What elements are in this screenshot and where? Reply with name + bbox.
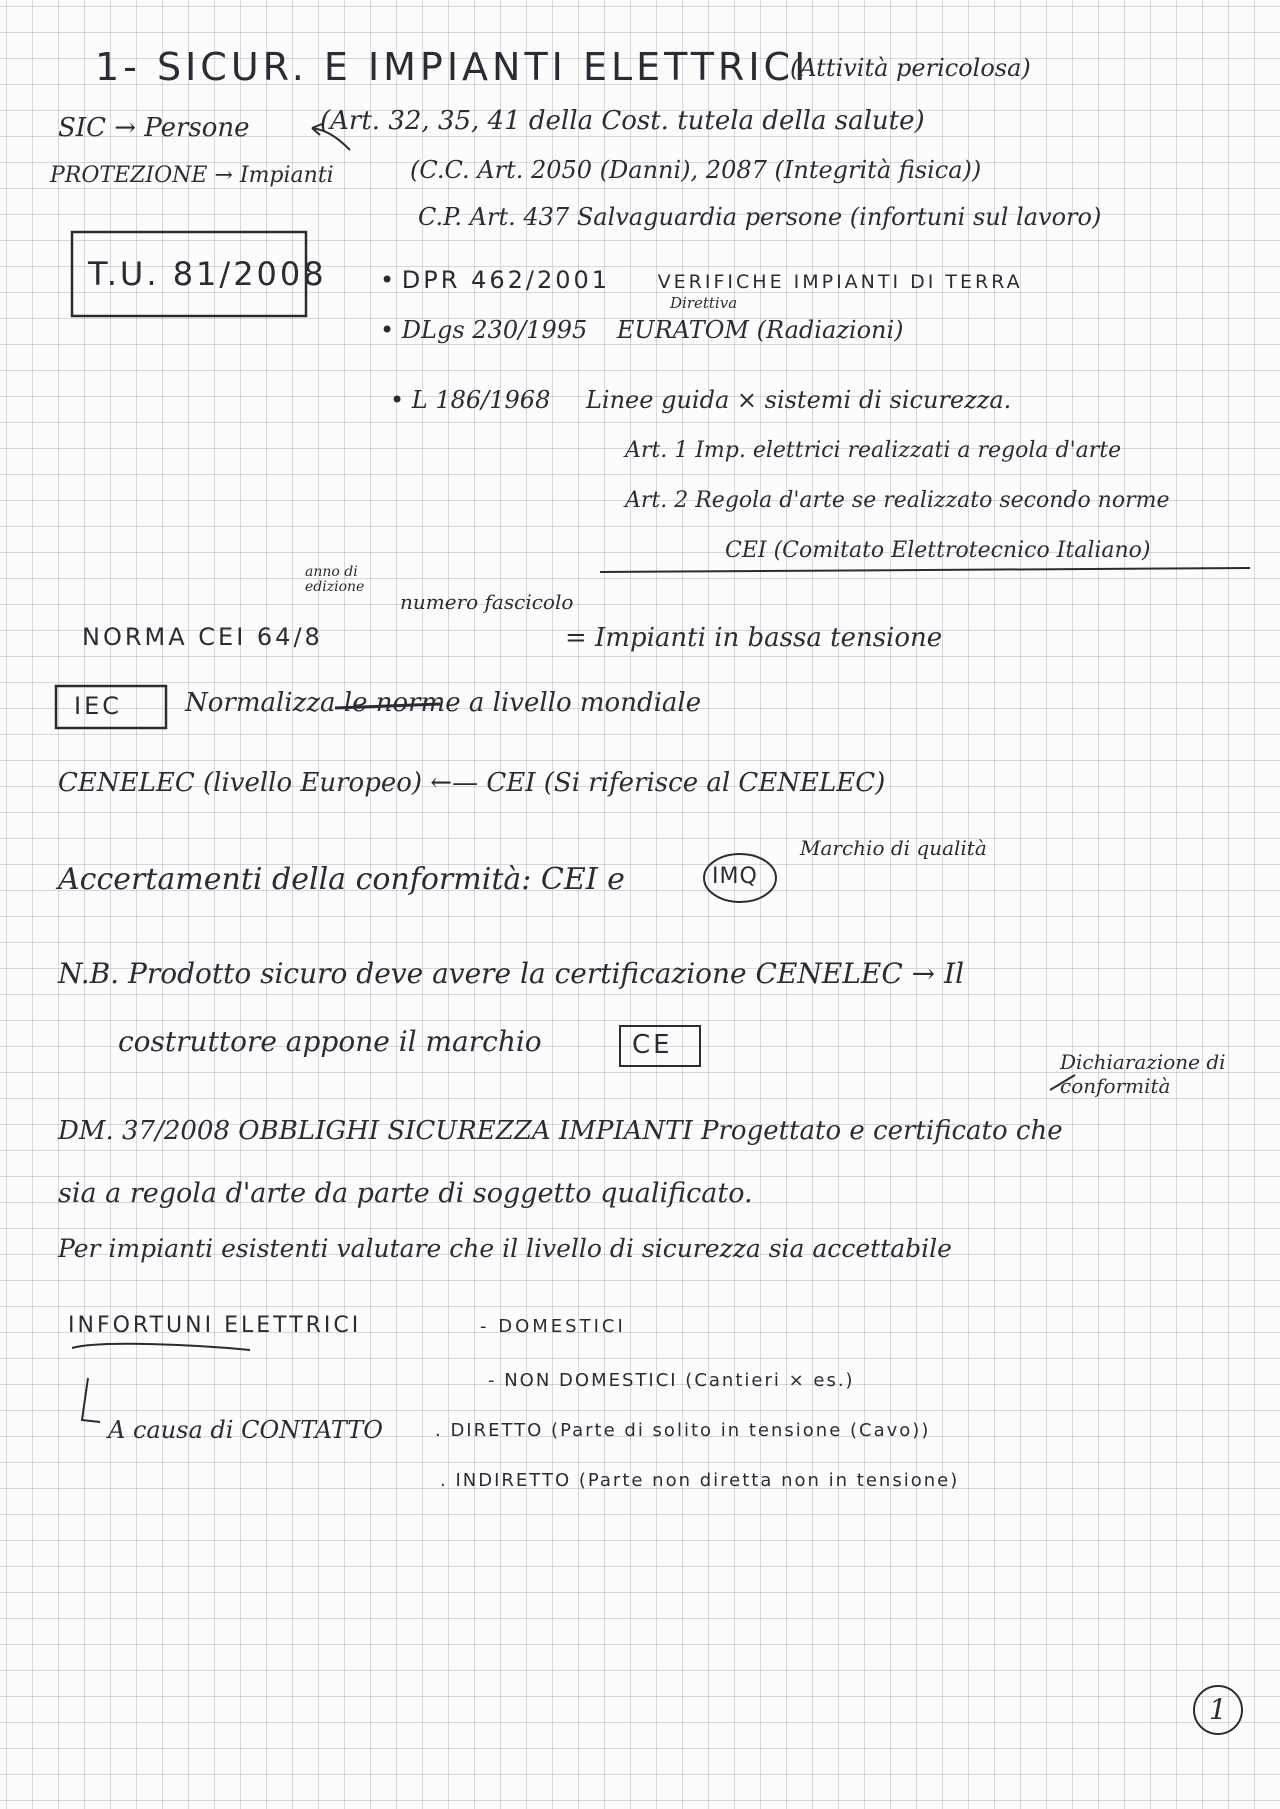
page-number: 1 [1209,1693,1227,1726]
dm-line-1: DM. 37/2008 OBBLIGHI SICUREZZA IMPIANTI Progettato e certificato che [58,1116,1063,1146]
conformita-text: Accertamenti della conformità: CEI e [58,862,625,897]
ce-mark-label: CE [632,1030,673,1060]
cp-reference: C.P. Art. 437 Salvaguardia persone (infortuni sul lavoro) [418,203,1102,231]
infortuni-label: INFORTUNI ELETTRICI [68,1313,362,1338]
dm-line-2: sia a regola d'arte da parte di soggetto qualificato. [58,1178,753,1209]
contatto-diretto: . DIRETTO (Parte di solito in tensione (Cavo)) [435,1420,931,1441]
infortuni-causa: A causa di CONTATTO [108,1416,383,1444]
tu-box-label: T.U. 81/2008 [88,255,327,293]
contatto-indiretto: . INDIRETTO (Parte non diretta non in tensione) [440,1470,960,1491]
article-1: Art. 1 Imp. elettrici realizzati a regola d'arte [625,438,1122,463]
norma-label: NORMA CEI 64/8 [82,623,323,651]
cenelec-line: CENELEC (livello Europeo) ←— CEI (Si riferisce al CENELEC) [58,768,886,798]
norma-note-top: anno di edizione [305,564,365,596]
article-2-continued: CEI (Comitato Elettrotecnico Italiano) [725,538,1151,563]
article-2: Art. 2 Regola d'arte se realizzato secondo norme [625,488,1170,513]
infortuni-non-domestici: - NON DOMESTICI (Cantieri × es.) [488,1370,855,1391]
iec-box-label: IEC [74,692,122,720]
imq-note: Marchio di qualità [800,836,987,860]
nb-line-1: N.B. Prodotto sicuro deve avere la certificazione CENELEC → Il [58,957,965,990]
nb-line-2: costruttore appone il marchio [118,1025,542,1058]
section-underline [600,568,1250,572]
law-item: • DPR 462/2001 VERIFICHE IMPIANTI DI TERRA [380,266,1023,294]
protezione-reference: (C.C. Art. 2050 (Danni), 2087 (Integrità fisica)) [410,156,982,184]
imq-label: IMQ [712,864,758,889]
title-note: (Attività pericolosa) [790,54,1031,82]
protezione-label: PROTEZIONE → Impianti [50,163,334,188]
law-item: • L 186/1968 Linee guida × sistemi di sicurezza. [390,386,1012,414]
law-note: Direttiva [670,294,738,312]
page-title: 1- SICUR. E IMPIANTI ELETTRICI [95,45,810,89]
infortuni-domestici: - DOMESTICI [480,1316,626,1337]
sic-label: SIC → Persone [58,113,250,143]
dm-line-3: Per impianti esistenti valutare che il livello di sicurezza sia accettabile [58,1234,952,1263]
iec-description: Normalizza le norme a livello mondiale [185,688,702,718]
norma-note-side: numero fascicolo [400,590,574,614]
norma-description: = Impianti in bassa tensione [565,623,943,653]
law-item: • DLgs 230/1995 EURATOM (Radiazioni) [380,316,904,344]
bracket-arrow [82,1378,100,1422]
dm-note: Dichiarazione di conformità [1060,1050,1226,1098]
sic-reference: (Art. 32, 35, 41 della Cost. tutela della salute) [320,106,925,136]
